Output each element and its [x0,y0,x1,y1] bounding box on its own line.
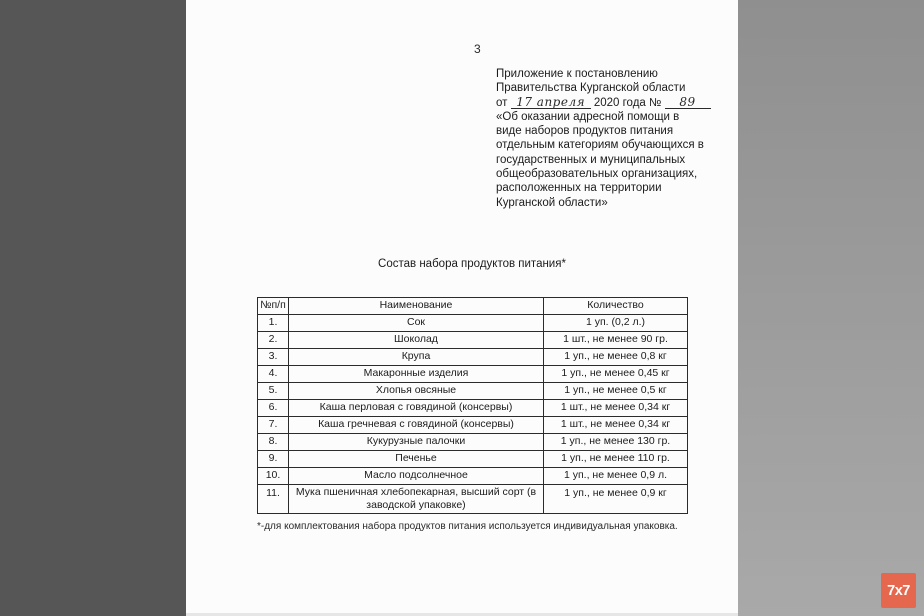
decree-quote-line: государственных и муниципальных [496,153,686,166]
products-table [257,297,688,514]
cell-number: 8. [258,434,289,451]
column-header-number: №п/п [258,298,289,315]
date-middle: 2020 года № [593,96,662,109]
table-row [258,332,688,349]
cell-quantity: 1 шт., не менее 0,34 кг [544,400,688,417]
cell-number: 6. [258,400,289,417]
7x7-watermark-badge [881,573,916,608]
cell-quantity: 1 уп., не менее 110 гр. [544,451,688,468]
decree-header [496,67,732,210]
7x7-watermark-label: 7x7 [887,582,910,599]
table-footnote: *-для комплектования набора продуктов питания используется индивидуальная упаковка. [257,521,678,532]
table-row [258,400,688,417]
table-row [258,315,688,332]
cell-quantity: 1 уп., не менее 0,5 кг [544,383,688,400]
cell-name: Сок [289,315,544,332]
column-header-name: Наименование [289,298,544,315]
cell-name: Мука пшеничная хлебопекарная, высший сорт (в заводской упаковке) [289,485,544,514]
table-row [258,349,688,366]
decree-header-line: Приложение к постановлению [496,68,658,80]
cell-number: 9. [258,451,289,468]
cell-number: 1. [258,315,289,332]
cell-quantity: 1 уп., не менее 130 гр. [544,434,688,451]
cell-quantity: 1 шт., не менее 0,34 кг [544,417,688,434]
cell-name: Печенье [289,451,544,468]
cell-number: 5. [258,383,289,400]
handwritten-decree-number: 89 [665,96,711,109]
cell-name: Каша перловая с говядиной (консервы) [289,400,544,417]
table-row [258,485,688,514]
cell-quantity: 1 шт., не менее 90 гр. [544,332,688,349]
cell-number: 4. [258,366,289,383]
cell-quantity: 1 уп., не менее 0,45 кг [544,366,688,383]
cell-name: Каша гречневая с говядиной (консервы) [289,417,544,434]
decree-quote-line: расположенных на территории [496,182,662,195]
cell-name: Масло подсолнечное [289,468,544,485]
cell-number: 10. [258,468,289,485]
cell-name: Кукурузные палочки [289,434,544,451]
cell-number: 2. [258,332,289,349]
backdrop-right [738,0,924,616]
document-page [186,0,738,616]
decree-quote-line: общеобразовательных организациях, [496,168,698,181]
cell-number: 7. [258,417,289,434]
cell-quantity: 1 уп., не менее 0,9 л. [544,468,688,485]
table-row [258,417,688,434]
table-title: Состав набора продуктов питания* [378,258,566,270]
decree-header-line: Правительства Курганской области [496,82,686,95]
cell-name: Хлопья овсяные [289,383,544,400]
cell-name: Макаронные изделия [289,366,544,383]
cell-name: Шоколад [289,332,544,349]
decree-quote-line: отдельным категориям обучающихся в [496,139,704,152]
decree-quote-line: виде наборов продуктов питания [496,125,674,138]
cell-number: 3. [258,349,289,366]
cell-number: 11. [258,485,289,514]
cell-quantity: 1 уп., не менее 0,9 кг [544,485,688,514]
decree-quote-line: Курганской области» [496,196,608,209]
table-header-row [258,298,688,315]
cell-quantity: 1 уп. (0,2 л.) [544,315,688,332]
date-prefix: от [496,96,508,109]
backdrop-left [0,0,186,616]
page-number: 3 [474,42,481,56]
table-row [258,451,688,468]
decree-quote-line: «Об оказании адресной помощи в [496,110,680,123]
cell-quantity: 1 уп., не менее 0,8 кг [544,349,688,366]
table-row [258,366,688,383]
decree-date-line [496,96,732,110]
handwritten-date: 17 апреля [511,96,591,109]
table-row [258,383,688,400]
table-row [258,468,688,485]
column-header-quantity: Количество [544,298,688,315]
cell-name: Крупа [289,349,544,366]
table-row [258,434,688,451]
